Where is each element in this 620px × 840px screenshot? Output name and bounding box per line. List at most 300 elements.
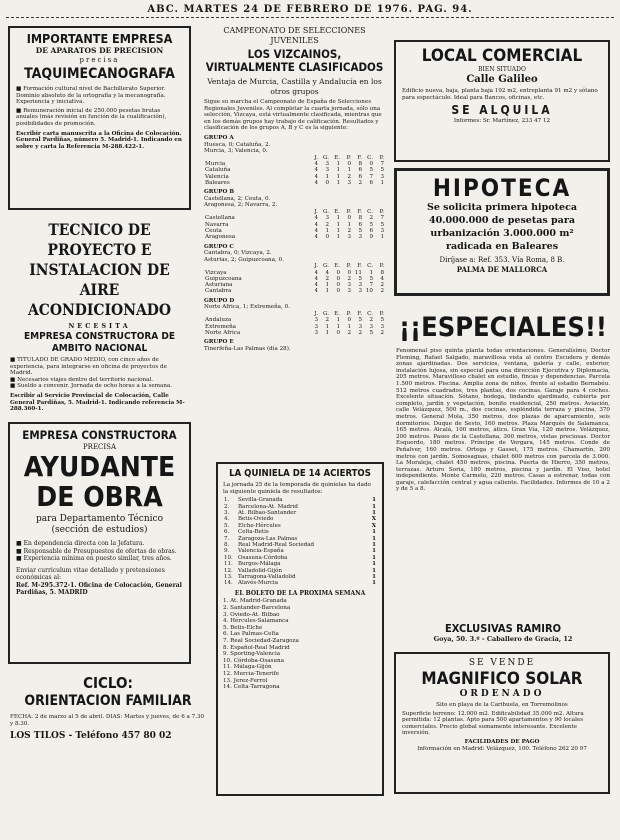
ad-contact: Escribir al Servicio Provincial de Colocación, Calle General Pardiñas, 5. Madrid-1. Indicando referencia M-288.360-1.: [10, 392, 185, 413]
stat-cell: 4: [380, 275, 384, 282]
ad-title: HIPOTECA: [432, 174, 572, 202]
header-cell: J.: [314, 154, 318, 161]
stat-cell: 5: [380, 317, 384, 324]
list-item: 10. Córdoba-Osasuna: [223, 657, 284, 664]
stat-cell: 7: [380, 161, 384, 168]
stat-cell: 4: [314, 167, 318, 174]
group-result: Asturias, 2; Guipuzcoana, 0.: [204, 256, 284, 263]
match-result: 1: [372, 561, 376, 568]
ad-contact: Diríjase a: Ref. 353. Vía Roma, 8 B.: [439, 256, 565, 264]
match-name: Tarragona-Valladolid: [238, 574, 296, 581]
match-result: 1: [372, 542, 376, 549]
match-name: Sevilla-Granada: [238, 497, 283, 504]
match-name: At. Bilbao-Santander: [238, 510, 297, 516]
match-name: Barcelona-At. Madrid: [238, 503, 298, 510]
match-number: 10.: [224, 554, 233, 561]
ad-hipoteca: [394, 168, 610, 296]
group-result: Aragonesa, 2; Navarra, 2.: [204, 202, 278, 209]
ad-body: Superficie terreno: 12.000 m2. Edificabilidad 35.000 m2. Altura permitida: 12 plantas. Apto para 500 apartamentos y 90 locales comerciales. Precio global sumamente interesante. Excelente inversión.: [402, 710, 584, 737]
header-rule: [6, 17, 614, 18]
stat-cell: 1: [325, 173, 329, 180]
match-number: 5.: [224, 522, 230, 529]
stat-cell: 11: [354, 269, 362, 276]
header-cell: P.: [346, 209, 351, 216]
match-number: 2.: [224, 503, 230, 510]
article-kicker: CAMPEONATO DE SELECCIONES JUVENILES: [223, 26, 366, 45]
ad-pay: FACILIDADES DE PAGO: [464, 738, 540, 745]
stat-cell: 2: [325, 275, 329, 282]
ad-line2: 40.000.000 de pesetas para: [428, 215, 576, 226]
list-item: 2. Santander-Barcelona: [223, 605, 291, 612]
header-cell: G.: [322, 154, 329, 161]
quiniela-table: [223, 497, 377, 587]
stat-cell: 3: [325, 215, 329, 222]
team-name: Baleares: [205, 179, 230, 186]
stat-cell: 4: [325, 269, 329, 276]
quiniela-box: [216, 462, 384, 796]
group-result: Murcia, 3; Valencia, 0.: [204, 148, 268, 155]
ad-contact: Enviar curriculum vitae detallado y pretensiones económicas al:: [16, 566, 165, 581]
ad-bullet: ■ Necesarios viajes dentro del territorio nacional.: [10, 377, 189, 384]
ad-title: ¡¡ESPECIALES!!: [398, 312, 607, 343]
ad-solar: [394, 652, 610, 794]
header-cell: C.: [367, 310, 373, 317]
group-title: GRUPO B: [204, 189, 235, 196]
header-cell: J.: [314, 263, 318, 270]
header-cell: P.: [346, 263, 351, 270]
ad-taquimecanografa: [8, 26, 191, 210]
stat-cell: 1: [325, 227, 329, 234]
ad-line3: urbanización 3.000.000 m²: [430, 228, 574, 239]
stat-cell: 2: [347, 227, 351, 234]
match-result: 1: [372, 503, 376, 510]
stat-cell: 2: [380, 282, 384, 289]
ad-need: NECESITA: [68, 322, 131, 330]
group-result: Norte Africa, 1; Extremeña, 0.: [204, 304, 290, 311]
ad-need: precisa: [79, 56, 120, 64]
stat-cell: 6: [358, 221, 362, 228]
stat-cell: 1: [336, 221, 340, 228]
stat-cell: 0: [347, 269, 351, 276]
group-result: Cantabra, 0; Vizcaya, 2.: [204, 250, 272, 257]
stat-cell: 2: [347, 275, 351, 282]
team-name: Navarra: [205, 221, 229, 228]
stat-cell: 0: [347, 215, 351, 222]
match-name: Celta-Betis: [238, 529, 269, 536]
stat-cell: 0: [336, 269, 340, 276]
match-name: Zaragoza-Las Palmas: [238, 535, 298, 542]
match-number: 6.: [224, 529, 230, 536]
ad-role: AYUDANTE DE OBRA: [23, 450, 176, 513]
standings-table: [204, 155, 385, 186]
header-cell: F.: [357, 154, 362, 161]
ad-subtitle: ORIENTACION FAMILIAR: [24, 693, 192, 709]
stat-cell: 4: [314, 221, 318, 228]
ad-ref: Ref. M-295.372-1. Oficina de Colocación, General Pardiñas, 5. MADRID: [16, 581, 182, 596]
header-cell: J.: [314, 310, 318, 317]
header-cell: P.: [379, 310, 384, 317]
stat-cell: 0: [325, 234, 329, 241]
stat-cell: 4: [314, 179, 318, 186]
ad-bullet: ■ Remuneración inicial de 250.000 pesetas brutas anuales (más revisión en función de la cualificación), posibilidades de promoción.: [16, 108, 183, 128]
standings-groups: [204, 135, 385, 352]
match-number: 7.: [224, 535, 230, 542]
stat-cell: 6: [358, 173, 362, 180]
quiniela-title: LA QUINIELA DE 14 ACIERTOS: [229, 468, 371, 479]
list-item: 12. Murcia-Tenerife: [223, 671, 279, 677]
stat-cell: 1: [325, 329, 329, 336]
team-name: Vizcaya: [205, 269, 227, 276]
header-cell: C.: [367, 154, 373, 161]
list-item: 7. Real Sociedad-Zaragoza: [223, 638, 299, 645]
match-number: 9.: [224, 548, 230, 555]
group-result: Huesca, 0; Cataluña, 2.: [204, 141, 271, 148]
team-name: Extremeña: [205, 323, 237, 330]
team-name: Aragonesa: [205, 234, 236, 241]
match-number: 1.: [224, 497, 230, 504]
stat-cell: 7: [380, 215, 384, 222]
stat-cell: 3: [358, 282, 362, 289]
ad-line4: radicada en Baleares: [445, 241, 559, 252]
stat-cell: 0: [336, 329, 340, 336]
header-cell: P.: [346, 310, 351, 317]
ad-footer: LOS TILOS - Teléfono 457 80 02: [10, 731, 172, 742]
ad-sub2: Calle Galileo: [466, 74, 538, 85]
stat-cell: 4: [314, 234, 318, 241]
match-result: 1: [372, 497, 376, 504]
standings-table: [204, 263, 385, 294]
ad-title: MAGNIFICO SOLAR: [421, 669, 583, 689]
ad-title: TECNICO DE PROYECTO E INSTALACION DE AIRE ACONDICIONADO: [27, 220, 172, 319]
ad-title: CICLO:: [83, 674, 133, 692]
stat-cell: 1: [336, 227, 340, 234]
ad-sub: ORDENADO: [459, 689, 545, 699]
stat-cell: 7: [369, 173, 373, 180]
group-result: Castellana, 2; Ceuta, 0.: [204, 195, 271, 202]
stat-cell: 3: [380, 323, 384, 330]
ad-contact: Escribir carta manuscrita a la Oficina de Colocación. General Pardiñas, número 5. Madrid-1. Indicando en sobre y carta la Referencia M-288.422-1.: [16, 130, 182, 150]
match-result: 1: [372, 580, 376, 587]
match-number: 8.: [224, 542, 230, 549]
ad-body: Edificio nueva, baja, planta baja 192 m2, entreplanta 91 m2 y sótano para espectáculo. Ideal para Bancos, oficinas, etc.: [402, 88, 598, 101]
match-number: 3.: [224, 510, 230, 516]
ad-bullet: ■ En dependencia directa con la Jefatura.: [16, 540, 183, 548]
stat-cell: 3: [380, 173, 384, 180]
stat-cell: 5: [369, 329, 373, 336]
list-item: 6. Las Palmas-Celta: [223, 631, 279, 638]
stat-cell: 4: [314, 161, 318, 168]
stat-cell: 3: [358, 234, 362, 241]
ad-company: EMPRESA CONSTRUCTORA: [22, 428, 177, 442]
match-name: Betis-Oviedo: [238, 516, 274, 523]
header-cell: F.: [357, 310, 362, 317]
group-title: GRUPO A: [204, 134, 234, 141]
ad-ciclo: [8, 672, 208, 792]
match-number: 14.: [224, 580, 233, 587]
header-cell: E.: [334, 154, 340, 161]
header-cell: C.: [367, 263, 373, 270]
stat-cell: 6: [369, 227, 373, 234]
stat-cell: 3: [325, 167, 329, 174]
stat-cell: 2: [369, 215, 373, 222]
stat-cell: 3: [347, 179, 351, 186]
header-cell: F.: [357, 263, 362, 270]
match-number: 11.: [224, 561, 233, 568]
stat-cell: 0: [336, 275, 340, 282]
match-number: 13.: [224, 574, 233, 581]
match-name: Valladolid-Gijón: [238, 567, 282, 574]
stat-cell: 2: [325, 221, 329, 228]
match-name: Burgos-Málaga: [238, 561, 281, 568]
stat-cell: 0: [336, 288, 340, 295]
stat-cell: 1: [325, 282, 329, 289]
stat-cell: 1: [336, 234, 340, 241]
stat-cell: 0: [347, 317, 351, 324]
match-result: X: [371, 516, 376, 523]
stat-cell: 8: [358, 161, 362, 168]
header-cell: E.: [334, 310, 340, 317]
stat-cell: 1: [336, 173, 340, 180]
header-cell: J.: [314, 209, 318, 216]
list-item: 1. At. Madrid-Granada: [223, 598, 287, 605]
stat-cell: 8: [380, 269, 384, 276]
stat-cell: 0: [336, 282, 340, 289]
header-cell: P.: [346, 154, 351, 161]
header-cell: G.: [322, 209, 329, 216]
team-name: Cataluña: [205, 167, 231, 174]
standings-table: [204, 209, 385, 240]
stat-cell: 3: [314, 323, 318, 330]
ad-ramiro: [394, 622, 612, 646]
quiniela-intro: La jornada 25 de la temporada de quinielas ha dado la siguiente quiniela de resultados:: [223, 482, 371, 495]
page-header: ABC. MARTES 24 DE FEBRERO DE 1976. PAG. 94.: [147, 4, 473, 15]
stat-cell: 1: [380, 234, 384, 241]
match-name: Elche-Hércules: [238, 522, 281, 529]
team-name: Castellana: [205, 215, 235, 222]
list-item: 4. Hércules-Salamanca: [223, 618, 289, 625]
team-name: Guipuzcoana: [205, 275, 242, 282]
ad-subtitle: DE APARATOS DE PRECISION: [35, 46, 164, 55]
match-result: 1: [372, 574, 376, 581]
match-number: 4.: [224, 516, 230, 523]
stat-cell: 2: [380, 329, 384, 336]
stat-cell: 1: [347, 167, 351, 174]
header-cell: E.: [334, 209, 340, 216]
list-item: 3. Oviedo-At. Bilbao: [223, 611, 280, 618]
stat-cell: 1: [347, 323, 351, 330]
team-name: Valencia: [205, 173, 229, 180]
next-title: EL BOLETO DE LA PROXIMA SEMANA: [234, 589, 366, 597]
ad-local: [394, 40, 610, 162]
ad-loc: Sito en playa de la Carihuela, en Torremolinos: [436, 702, 568, 708]
stat-cell: 6: [369, 179, 373, 186]
ad-contact: Información en Madrid: Velázquez, 100. Teléfono 262 20 97: [417, 745, 587, 752]
ad-body: Fenomenal piso quinta planta todas orientaciones. Generalísimo, Doctor Fleming, Rafael Salgado, maravillosa vista al centro Escudera y demás zonas ajardinadas. Dos servicios, ventana, galería y calle, exterior, instalación lujosa, sin especial para una dirección Ejecutiva y Diplomacia, 205 metros. Maravilloso chalet en estudio, fincas y dependencias. Parcela 1.500 metros. Piscina. Amplia zona de niños, frente al estadio Bernabéu. 512 metros cuadrados, tres plantas, dos cocinas. Garaje para 4 coches. Excelente situación. Sótano, bodega, lindando ajardinado, cubierta por completo, jardín y vegetación, bonito residencial, 250 metros. Aviación, calle Velázquez, 500 m., dos cocinas, espléndida terraza y piscina, 370 metros. General Mola, 350 metros, dos plazas de aparcamiento, seis dormitorios. Duque de Sesto, 160 metros. Plaza Marqués de Salamanca, 165 metros. Alcalá, 100 metros, ático. Gran Vía, 120 metros. Velázquez, 200 metros. Paseo de la Castellana, 300 metros, vistas preciosas. Doctor Esquerdo, 180 metros. Príncipe de Vergara, 145 metros. Conde de Peñalver, 160 metros. Ortega y Gasset, 175 metros. Chamartín, 200 metros con jardín. Somosaguas, chalet 600 metros con parcela de 3.000. La Moraleja, chalet 450 metros, piscina. Puerta de Hierro, 350 metros, terrazas. Arturo Soria, 180 metros, piscina y jardín. El Viso, hotel independiente. Monte Carmelo, 220 metros. Casas a estrenar, todas con garaje, calefacción central y agua caliente. Facilidades. Informes de 10 a 2 y de 5 a 8.: [396, 348, 610, 493]
ad-body: FECHA: 2 de marzo al 5 de abril. DIAS: Martes y jueves, de 6 a 7.30 y 8.30.: [10, 714, 205, 727]
stat-cell: 1: [336, 179, 340, 186]
ad-bullet: ■ TITULADO DE GRADO MEDIO, con cinco años de experiencia, para integrarse en oficina de proyectos de Madrid.: [10, 357, 189, 377]
stat-cell: 5: [369, 275, 373, 282]
match-result: 1: [372, 529, 376, 536]
stat-cell: 3: [314, 317, 318, 324]
stat-cell: 9: [369, 234, 373, 241]
table-row: [204, 330, 385, 336]
team-name: Asturiana: [205, 282, 233, 289]
stat-cell: 5: [358, 317, 362, 324]
group-result: Tinerfeña-Las Palmas (día 28).: [204, 345, 291, 352]
ad-contact: Informes: Sr. Martínez, 233 47 12: [453, 118, 551, 125]
stat-cell: 1: [336, 161, 340, 168]
stat-cell: 0: [325, 179, 329, 186]
ad-need: PRECISA: [82, 443, 117, 451]
match-name: Osasuna-Córdoba: [238, 554, 288, 561]
stat-cell: 6: [358, 167, 362, 174]
stat-cell: 1: [325, 288, 329, 295]
header-cell: P.: [379, 209, 384, 216]
stat-cell: 1: [336, 167, 340, 174]
ad-city: PALMA DE MALLORCA: [456, 265, 548, 274]
stat-cell: 2: [380, 288, 384, 295]
stat-cell: 0: [347, 161, 351, 168]
stat-cell: 5: [369, 221, 373, 228]
stat-cell: 3: [325, 161, 329, 168]
stat-cell: 3: [358, 323, 362, 330]
header-cell: C.: [367, 209, 373, 216]
ad-sub1: BIEN SITUADO: [478, 66, 526, 73]
stat-cell: 4: [314, 275, 318, 282]
ad-action: SE ALQUILA: [451, 103, 553, 118]
stat-cell: 4: [314, 288, 318, 295]
ad-tecnico: [8, 218, 191, 414]
team-name: Norte Africa: [205, 329, 241, 336]
stat-cell: 5: [380, 167, 384, 174]
stat-cell: 4: [314, 227, 318, 234]
group-title: GRUPO E: [204, 339, 234, 346]
stat-cell: 1: [336, 323, 340, 330]
stat-cell: 7: [369, 282, 373, 289]
stat-cell: 4: [314, 282, 318, 289]
stat-cell: 1: [325, 323, 329, 330]
next-list: [223, 598, 377, 690]
ad-bullet: ■ Sueldo a convenir. Jornada de ocho horas a la semana.: [10, 383, 189, 390]
match-result: 1: [372, 510, 376, 516]
stat-cell: 4: [314, 215, 318, 222]
stat-cell: 10: [365, 288, 373, 295]
stat-cell: 8: [358, 215, 362, 222]
team-name: Murcia: [205, 161, 226, 168]
table-row: [223, 580, 377, 586]
group-title: GRUPO D: [204, 297, 235, 304]
header-cell: P.: [379, 154, 384, 161]
stat-cell: 4: [314, 173, 318, 180]
stat-cell: 1: [347, 221, 351, 228]
stat-cell: 0: [369, 161, 373, 168]
match-name: Real Madrid-Real Sociedad: [238, 542, 315, 549]
header-cell: G.: [322, 263, 329, 270]
match-name: Valencia-España: [238, 548, 284, 555]
table-row: [204, 180, 385, 186]
ad-title: IMPORTANTE EMPRESA: [26, 31, 173, 46]
stat-cell: 5: [358, 227, 362, 234]
list-item: 5. Betis-Elche: [223, 624, 263, 631]
ad-company: EMPRESA CONSTRUCTORA DE AMBITO NACIONAL: [24, 331, 175, 354]
stat-cell: 3: [314, 329, 318, 336]
stat-cell: 1: [369, 269, 373, 276]
article-intro: Sigue su marcha el Campeonato de España de Selecciones Regionales Juveniles. Al completar la cuarta jornada, sólo una selección, Vizcaya, está virtualmente clasificada, mientras que en los demás grupos hay trabajo de calificación. Resultados y clasificación de los grupos A, B y C es la siguiente:: [204, 99, 382, 132]
article-subhead: Ventaja de Murcia, Castilla y Andalucía en los otros grupos: [207, 77, 382, 96]
team-name: Ceuta: [205, 227, 222, 234]
standings-table: [204, 311, 385, 336]
ad-especiales: [394, 310, 612, 622]
ad-bullet: ■ Experiencia mínima en puesto similar, tres años.: [16, 555, 183, 563]
stat-cell: 5: [358, 275, 362, 282]
ad-line1: Se solicita primera hipoteca: [426, 202, 578, 213]
stat-cell: 4: [314, 269, 318, 276]
stat-cell: 3: [358, 288, 362, 295]
match-result: 1: [372, 567, 376, 574]
stat-cell: 2: [358, 179, 362, 186]
match-result: 1: [372, 554, 376, 561]
ad-bullet: ■ Formación cultural nivel de Bachillerato Superior. Dominio absoluto de la ortografía y la mecanografía. Experiencia y iniciativa.: [16, 86, 183, 106]
stat-cell: 3: [380, 227, 384, 234]
header-cell: G.: [322, 310, 329, 317]
header-cell: F.: [357, 209, 362, 216]
team-name: Andaluza: [205, 317, 232, 324]
list-item: 11. Málaga-Gijón: [223, 664, 272, 671]
list-item: 8. Español-Real Madrid: [223, 644, 290, 651]
match-result: X: [371, 522, 376, 529]
group-title: GRUPO C: [204, 243, 234, 250]
ad-contact: Goya, 50. 3.º - Caballero de Gracia, 12: [433, 635, 573, 643]
team-name: Cantabra: [205, 288, 232, 295]
stat-cell: 5: [369, 167, 373, 174]
header-cell: P.: [379, 263, 384, 270]
stat-cell: 3: [347, 288, 351, 295]
ad-ayudante: [8, 422, 191, 664]
stat-cell: 1: [336, 215, 340, 222]
ad-bullet: ■ Responsable de Presupuestos de ofertas de obras.: [16, 548, 183, 556]
list-item: 13. Jerez-Ferrol: [223, 677, 268, 684]
stat-cell: 1: [336, 317, 340, 324]
ad-tag: SE VENDE: [468, 658, 536, 668]
stat-cell: 2: [347, 173, 351, 180]
match-result: 1: [372, 535, 376, 542]
stat-cell: 3: [369, 323, 373, 330]
header-cell: E.: [334, 263, 340, 270]
stat-cell: 2: [325, 317, 329, 324]
table-row: [204, 288, 385, 294]
stat-cell: 3: [347, 234, 351, 241]
stat-cell: 5: [380, 221, 384, 228]
ad-title: LOCAL COMERCIAL: [421, 46, 583, 66]
ad-role: TAQUIMECANOGRAFA: [24, 66, 175, 82]
stat-cell: 2: [358, 329, 362, 336]
ad-title: EXCLUSIVAS RAMIRO: [444, 622, 561, 635]
stat-cell: 2: [347, 329, 351, 336]
stat-cell: 1: [380, 179, 384, 186]
list-item: 14. Celta-Tarragona: [223, 684, 280, 691]
article-headline: LOS VIZCAINOS, VIRTUALMENTE CLASIFICADOS: [205, 47, 384, 74]
match-name: Alavés-Murcia: [238, 580, 278, 587]
sports-article: [202, 24, 387, 454]
table-row: [204, 234, 385, 240]
list-item: 9. Sporting-Valencia: [223, 651, 281, 658]
match-number: 12.: [224, 567, 233, 574]
stat-cell: 2: [369, 317, 373, 324]
match-result: 1: [372, 548, 376, 555]
stat-cell: 3: [347, 282, 351, 289]
ad-dept: para Departamento Técnico (sección de estudios): [36, 514, 163, 535]
